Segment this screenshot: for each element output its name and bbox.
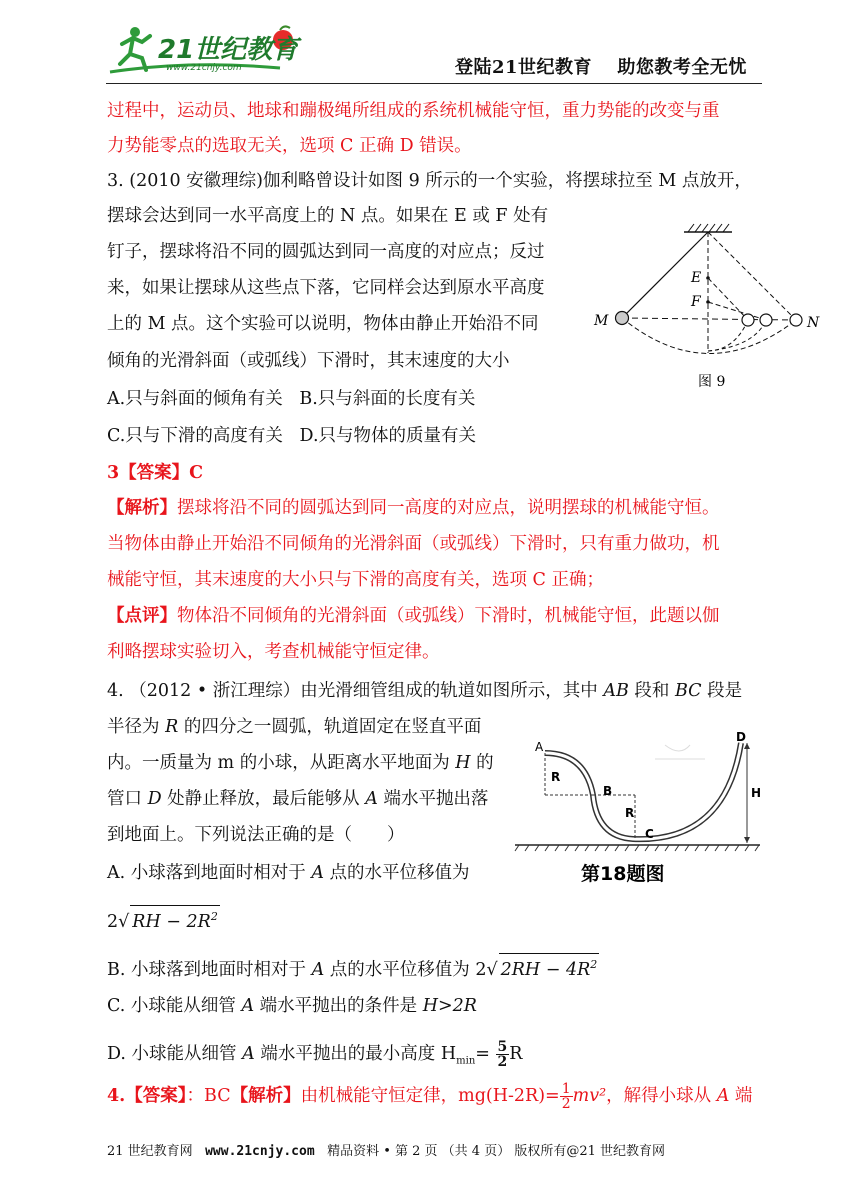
figure-18-track: [515, 725, 760, 890]
q4-text-4a: 管口: [107, 789, 148, 809]
q4-BC: BC: [674, 681, 702, 701]
figure-18-caption: 第18题图: [581, 863, 665, 885]
a4-A: A: [716, 1086, 730, 1106]
q4-optD-text-a: D. 小球能从细管: [107, 1044, 243, 1064]
figure-9-pendulum: [590, 218, 830, 398]
q3-line-2: 摆球会达到同一水平高度上的 N 点。如果在 E 或 F 处有: [107, 206, 549, 226]
logo-url: www.21cnjy.com: [166, 63, 242, 73]
q4-text-1a: 4. （2012 • 浙江理综）由光滑细管组成的轨道如图所示，其中: [107, 681, 604, 701]
q4-option-c: [107, 995, 477, 1017]
q3-line-5: 上的 M 点。这个实验可以说明，物体由静止开始沿不同: [107, 314, 539, 334]
q4-text-2b: 的四分之一圆弧，轨道固定在竖直平面: [178, 717, 482, 737]
logo-graphic: [100, 18, 310, 82]
header-slogan: 登陆21世纪教育 助您教考全无忧: [455, 57, 747, 78]
a4-exp-text-e: ，解得小球从: [606, 1086, 717, 1106]
q4-optA-coef: 2: [107, 911, 119, 932]
q3-line-6: 倾角的光滑斜面（或弧线）下滑时，其末速度的大小: [107, 351, 510, 371]
header-divider: [106, 83, 762, 84]
sqrt-sign: √: [118, 911, 130, 932]
q4-optD-text-b: 端水平抛出的最小高度 H: [254, 1044, 457, 1064]
q3-option-c: C.只与下滑的高度有关: [107, 426, 283, 446]
q3-option-b: B.只与斜面的长度有关: [299, 389, 476, 409]
q4-optB-text-b: 点的水平位移值为 2: [324, 959, 487, 980]
q4-option-a-expression: [107, 905, 220, 933]
label-C: C: [645, 827, 654, 841]
label-H: H: [751, 786, 762, 800]
q3-line-3: 钉子，摆球将沿不同的圆弧达到同一高度的对应点；反过: [107, 242, 545, 262]
q4-optC-text-b: 端水平抛出的条件是: [254, 996, 423, 1016]
q4-optB-text-a: B. 小球落到地面时相对于: [107, 959, 312, 980]
q3-option-d: D.只与物体的质量有关: [299, 426, 477, 446]
q4-optD-num: 5: [497, 1039, 508, 1055]
label-F: F: [691, 294, 701, 310]
q4-H: H: [455, 753, 471, 773]
label-N: N: [807, 315, 820, 331]
label-B: B: [603, 784, 613, 798]
label-R-2: R: [625, 806, 635, 820]
logo-text: 21世纪教育: [158, 35, 299, 65]
q4-option-b: [107, 953, 599, 981]
label-R-1: R: [551, 770, 561, 784]
a4-answer-tag: 4.【答案】: [107, 1086, 187, 1106]
q4-optB-sup: 2: [590, 958, 598, 971]
q4-optC-text-a: C. 小球能从细管: [107, 996, 242, 1016]
site-logo: [100, 18, 310, 82]
q4-optB-radicand: [499, 953, 600, 981]
q4-optA-radicand: [130, 905, 220, 933]
a4-exp-text-f: 端: [729, 1086, 753, 1106]
figure-9-caption: 图 9: [698, 374, 726, 390]
q4-optA-text-b: 点的水平位移值为: [323, 863, 470, 883]
pendulum-diagram: [590, 218, 830, 398]
sqrt-sign: √: [486, 959, 498, 980]
q4-line-1: [107, 680, 742, 702]
q4-optD-den: 2: [497, 1054, 508, 1070]
a4-fraction: [560, 1082, 573, 1111]
footer-left: 21 世纪教育网: [107, 1144, 193, 1159]
q4-line-5: 到地面上。下列说法正确的是（ ）: [107, 825, 405, 845]
q4-optB-expr: 2RH − 4R: [500, 959, 591, 980]
a3-review-line-2: 利略摆球实验切入，考查机械能守恒定律。: [107, 642, 440, 662]
q4-optA-text-a: A. 小球落到地面时相对于: [107, 863, 312, 883]
a3-review-tag: 【点评】: [107, 606, 177, 626]
q4-A: A: [365, 789, 378, 809]
q4-line-3: [107, 752, 494, 774]
q3-option-a: A.只与斜面的倾角有关: [107, 389, 283, 409]
a3-review-line-1: [107, 605, 720, 627]
q4-line-4: [107, 788, 488, 810]
q4-optD-eq: =: [475, 1044, 490, 1064]
q4-option-a: [107, 862, 470, 884]
q4-text-1c: 段是: [701, 681, 743, 701]
q4-R: R: [165, 717, 179, 737]
q4-optD-fraction: [496, 1040, 510, 1069]
q3-option-row-1: [107, 388, 475, 410]
a3-exp-line-2: 当物体由静止开始沿不同倾角的光滑斜面（或弧线）下滑时，只有重力做功，机: [107, 534, 720, 554]
a4-exp-text: 由机械能守恒定律，mg(H-2R)=: [300, 1086, 560, 1106]
track-diagram: [515, 725, 760, 890]
footer-right: 精品资料 • 第 2 页 （共 4 页） 版权所有@21 世纪教育网: [327, 1144, 666, 1159]
q4-optC-condition: H>2R: [422, 996, 477, 1016]
q3-option-row-2: [107, 425, 476, 447]
label-A: A: [535, 740, 544, 754]
a4-answer: ：BC: [186, 1086, 231, 1106]
a3-exp-text-1: 摆球将沿不同的圆弧达到同一高度的对应点，说明摆球的机械能守恒。: [177, 498, 720, 518]
q4-D: D: [147, 789, 162, 809]
a4-exp-tag: 【解析】: [230, 1086, 301, 1106]
q4-optC-A: A: [241, 996, 255, 1016]
a4-den: 2: [561, 1096, 571, 1112]
a4-num: 1: [561, 1081, 571, 1097]
label-E: E: [691, 270, 702, 286]
a3-exp-tag: 【解析】: [107, 498, 177, 518]
q4-optB-A: A: [311, 959, 325, 980]
q4-line-2: [107, 716, 481, 738]
a3-exp-line-1: [107, 497, 720, 519]
label-D: D: [736, 730, 746, 744]
q4-optA-expr: RH − 2R: [132, 911, 211, 932]
q4-text-4b: 处静止释放，最后能够从: [161, 789, 366, 809]
q4-text-4c: 端水平抛出落: [377, 789, 489, 809]
footer: [107, 1140, 665, 1159]
q4-optD-R: R: [509, 1044, 523, 1064]
footer-url[interactable]: www.21cnjy.com: [205, 1144, 315, 1159]
body-line-2: 力势能零点的选取无关，选项 C 正确 D 错误。: [107, 136, 472, 156]
a4-mv: mv²: [572, 1086, 607, 1106]
a3-review-text-1: 物体沿不同倾角的光滑斜面（或弧线）下滑时，机械能守恒，此题以伽: [177, 606, 720, 626]
q4-optD-sub: min: [456, 1055, 476, 1067]
q4-AB: AB: [603, 681, 629, 701]
q4-text-3b: 的: [470, 753, 494, 773]
q3-line-4: 来，如果让摆球从这些点下落，它同样会达到原水平高度: [107, 278, 545, 298]
q4-text-2a: 半径为: [107, 717, 166, 737]
q4-optA-sup: 2: [210, 910, 218, 923]
q4-optD-A: A: [242, 1044, 255, 1064]
q4-optA-A: A: [311, 863, 324, 883]
body-line-1: 过程中，运动员、地球和蹦极绳所组成的系统机械能守恒，重力势能的改变与重: [107, 101, 720, 121]
a4-line: [107, 1082, 752, 1111]
q4-option-d: [107, 1040, 522, 1073]
q4-text-3: 内。一质量为 m 的小球，从距离水平地面为: [107, 753, 456, 773]
a3-title: 3【答案】C: [107, 463, 204, 483]
a3-exp-line-3: 械能守恒，其末速度的大小只与下滑的高度有关，选项 C 正确；: [107, 570, 605, 590]
q3-line-1: 3. (2010 安徽理综)伽利略曾设计如图 9 所示的一个实验，将摆球拉至 M 点放开，: [107, 171, 752, 191]
q4-text-1b: 段和: [628, 681, 675, 701]
label-M: M: [594, 313, 609, 329]
